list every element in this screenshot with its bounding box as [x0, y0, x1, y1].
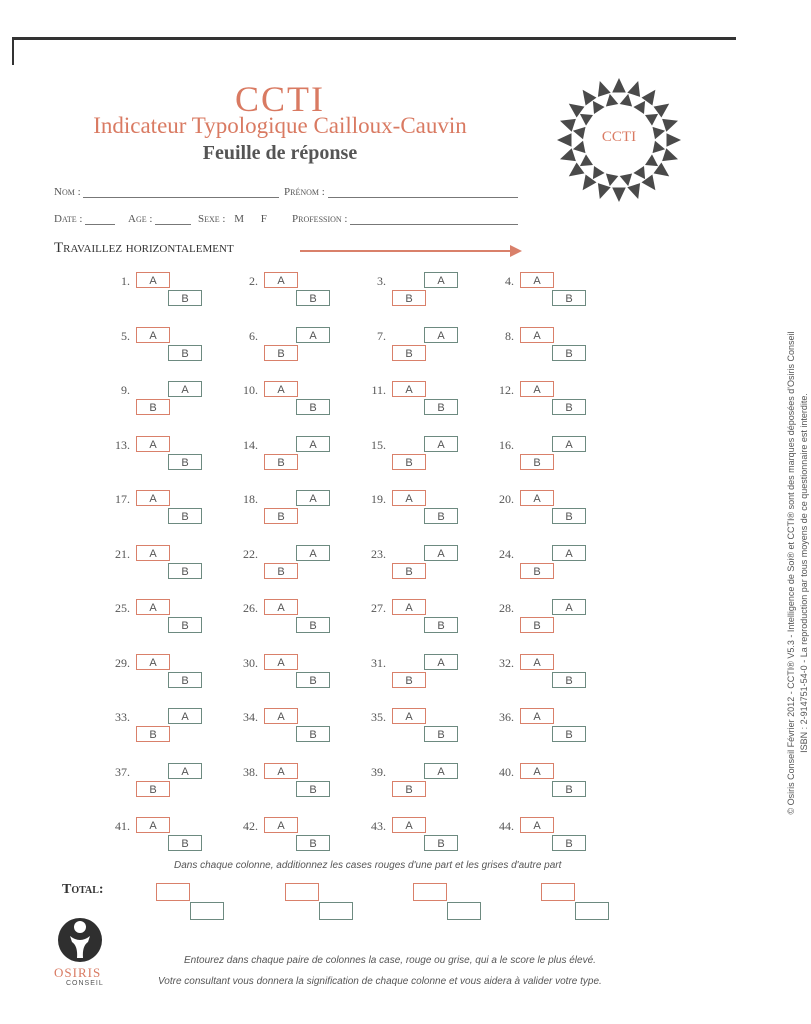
option-b-box[interactable]: B [552, 399, 586, 415]
answer-item [488, 599, 608, 635]
option-b-box[interactable]: B [392, 290, 426, 306]
item-number: 39. [371, 764, 386, 779]
option-a-box[interactable]: A [136, 436, 170, 452]
item-number: 40. [499, 764, 514, 779]
emblem-triangle [598, 81, 611, 97]
option-a-box[interactable]: A [296, 436, 330, 452]
emblem-triangle [620, 94, 632, 107]
item-number: 34. [243, 710, 258, 724]
option-b-box[interactable]: B [552, 726, 586, 742]
option-a-box[interactable]: A [264, 654, 298, 670]
emblem-triangle [662, 148, 678, 161]
answer-item [360, 436, 480, 472]
option-a-box[interactable]: A [424, 654, 458, 670]
answer-item [360, 490, 480, 526]
answer-item [360, 599, 480, 635]
option-a-box[interactable]: A [424, 272, 458, 288]
option-b-box[interactable]: B [264, 454, 298, 470]
option-a-box[interactable]: A [552, 599, 586, 615]
option-b-box[interactable]: B [520, 563, 554, 579]
item-number: 44. [499, 819, 514, 833]
option-a-box[interactable]: A [392, 599, 426, 615]
option-a-box[interactable]: A [136, 490, 170, 506]
item-number: 4. [505, 274, 514, 288]
option-b-box[interactable]: B [424, 508, 458, 524]
option-a-box[interactable]: A [264, 381, 298, 397]
left-border [12, 37, 14, 65]
option-b-box[interactable]: B [552, 290, 586, 306]
item-number: 23. [371, 546, 386, 561]
nom-input-line[interactable] [83, 187, 279, 198]
item-number: 24. [499, 546, 514, 561]
date-label: Date : [54, 213, 83, 225]
item-number: 29. [115, 655, 130, 670]
item-number: 14. [243, 437, 258, 452]
answer-item [232, 381, 352, 417]
item-number: 7. [377, 328, 386, 343]
item-number: 35. [371, 710, 386, 724]
option-b-box[interactable]: B [264, 563, 298, 579]
prenom-label: Prénom : [284, 186, 325, 198]
answer-item [488, 817, 608, 853]
option-a-box[interactable]: A [424, 763, 458, 779]
option-b-box[interactable]: B [296, 290, 330, 306]
answer-item [232, 327, 352, 363]
total-red-box[interactable] [541, 883, 575, 901]
item-number: 16. [499, 437, 514, 452]
answer-item [104, 436, 224, 472]
option-a-box[interactable]: A [424, 545, 458, 561]
item-number: 38. [243, 764, 258, 779]
option-b-box[interactable]: B [552, 781, 586, 797]
option-a-box[interactable]: A [520, 490, 554, 506]
answer-item [488, 763, 608, 799]
option-b-box[interactable]: B [520, 454, 554, 470]
emblem-triangle [606, 174, 618, 187]
copyright-line-2: ISBN : 2-914751-54-0 - La reproduction par tous moyens de ce questionnaire est interdite. [799, 393, 809, 753]
answer-item [488, 490, 608, 526]
prenom-field [284, 186, 518, 198]
answer-item [488, 654, 608, 690]
date-input-line[interactable] [85, 214, 115, 225]
option-b-box[interactable]: B [296, 399, 330, 415]
option-b-box[interactable]: B [168, 345, 202, 361]
item-number: 21. [115, 546, 130, 561]
answer-item [232, 599, 352, 635]
option-a-box[interactable]: A [136, 599, 170, 615]
emblem-triangle [620, 174, 632, 187]
option-a-box[interactable]: A [264, 817, 298, 833]
option-a-box[interactable]: A [520, 327, 554, 343]
item-number: 32. [499, 655, 514, 670]
option-b-box[interactable]: B [552, 508, 586, 524]
profession-label: Profession : [292, 213, 348, 225]
sexe-f-option[interactable]: F [260, 213, 267, 225]
answer-item [104, 763, 224, 799]
final-instruction-1: Entourez dans chaque paire de colonnes la case, rouge ou grise, qui a le score le plus élevé. [184, 955, 596, 966]
item-number: 33. [115, 710, 130, 724]
option-a-box[interactable]: A [136, 817, 170, 833]
sexe-m-option[interactable]: M [234, 213, 245, 225]
answer-item [104, 272, 224, 308]
option-b-box[interactable]: B [552, 672, 586, 688]
option-b-box[interactable]: B [136, 781, 170, 797]
emblem-triangle [612, 188, 626, 203]
answer-item [488, 708, 608, 744]
answer-item [488, 272, 608, 308]
profession-field [292, 213, 518, 225]
option-b-box[interactable]: B [168, 290, 202, 306]
option-a-box[interactable]: A [552, 545, 586, 561]
option-a-box[interactable]: A [168, 763, 202, 779]
answer-item [104, 599, 224, 635]
total-grey-box[interactable] [575, 902, 609, 920]
option-a-box[interactable]: A [264, 763, 298, 779]
option-a-box[interactable]: A [296, 327, 330, 343]
answer-item [104, 381, 224, 417]
answer-item [104, 490, 224, 526]
answer-item [232, 763, 352, 799]
answer-item [104, 327, 224, 363]
column-instruction: Dans chaque colonne, additionnez les cases rouges d'une part et les grises d'autre part [174, 860, 562, 871]
option-a-box[interactable]: A [392, 381, 426, 397]
answer-item [360, 654, 480, 690]
emblem-triangle [612, 78, 626, 93]
emblem-triangle [633, 101, 645, 114]
option-b-box[interactable]: B [296, 835, 330, 851]
item-number: 22. [243, 546, 258, 561]
item-number: 2. [249, 274, 258, 288]
option-a-box[interactable]: A [520, 763, 554, 779]
item-number: 41. [115, 819, 130, 833]
option-a-box[interactable]: A [136, 327, 170, 343]
item-number: 3. [377, 274, 386, 288]
emblem-triangle [606, 94, 618, 107]
option-a-box[interactable]: A [168, 708, 202, 724]
item-number: 36. [499, 710, 514, 724]
option-b-box[interactable]: B [552, 835, 586, 851]
logo-name: OSIRIS [54, 965, 102, 980]
item-number: 37. [115, 764, 130, 779]
option-a-box[interactable]: A [264, 272, 298, 288]
option-a-box[interactable]: A [296, 490, 330, 506]
option-b-box[interactable]: B [392, 563, 426, 579]
answer-item [488, 545, 608, 581]
emblem-triangle [627, 81, 640, 97]
emblem-triangle [580, 154, 593, 166]
option-b-box[interactable]: B [296, 726, 330, 742]
item-number: 8. [505, 328, 514, 343]
item-number: 19. [371, 492, 386, 506]
emblem-triangle [560, 148, 576, 161]
prenom-input-line[interactable] [328, 187, 518, 198]
option-a-box[interactable]: A [136, 654, 170, 670]
item-number: 31. [371, 655, 386, 670]
item-number: 26. [243, 601, 258, 615]
option-b-box[interactable]: B [392, 454, 426, 470]
item-number: 17. [115, 492, 130, 506]
total-red-box[interactable] [156, 883, 190, 901]
answer-item [360, 327, 480, 363]
answer-item [360, 272, 480, 308]
option-b-box[interactable]: B [392, 672, 426, 688]
emblem-triangle [580, 114, 593, 126]
answer-item [232, 708, 352, 744]
item-number: 30. [243, 655, 258, 670]
sexe-label: Sexe : [198, 213, 226, 225]
answer-item [232, 490, 352, 526]
option-a-box[interactable]: A [264, 708, 298, 724]
answer-item [488, 381, 608, 417]
option-b-box[interactable]: B [392, 345, 426, 361]
answer-item [104, 708, 224, 744]
option-b-box[interactable]: B [168, 672, 202, 688]
item-number: 6. [249, 328, 258, 343]
option-b-box[interactable]: B [136, 726, 170, 742]
nom-field [54, 186, 279, 198]
option-a-box[interactable]: A [520, 654, 554, 670]
item-number: 20. [499, 492, 514, 506]
emblem-triangle [593, 166, 605, 179]
answer-item [360, 708, 480, 744]
option-a-box[interactable]: A [296, 545, 330, 561]
ccti-title: CCTI [234, 79, 325, 119]
option-b-box[interactable]: B [424, 399, 458, 415]
item-number: 12. [499, 383, 514, 397]
total-label: Total: [62, 882, 104, 897]
option-a-box[interactable]: A [392, 708, 426, 724]
option-b-box[interactable]: B [264, 345, 298, 361]
answer-item [360, 545, 480, 581]
answer-item [232, 272, 352, 308]
item-number: 9. [121, 383, 130, 397]
answer-item [104, 545, 224, 581]
option-a-box[interactable]: A [136, 272, 170, 288]
answer-item [104, 654, 224, 690]
option-a-box[interactable]: A [520, 272, 554, 288]
answer-item [488, 436, 608, 472]
emblem-triangle [598, 183, 611, 199]
logo-sub: CONSEIL [66, 980, 104, 987]
answer-item [232, 545, 352, 581]
answer-item [232, 817, 352, 853]
answer-item [104, 817, 224, 853]
answer-item [360, 817, 480, 853]
emblem-triangle [645, 114, 658, 126]
option-b-box[interactable]: B [168, 508, 202, 524]
ccti-subtitle: Indicateur Typologique Cailloux-Cauvin [93, 113, 467, 138]
answer-item [232, 436, 352, 472]
item-number: 10. [243, 383, 258, 397]
option-b-box[interactable]: B [424, 617, 458, 633]
emblem-triangle [627, 183, 640, 199]
top-border [12, 37, 736, 40]
total-grey-box[interactable] [190, 902, 224, 920]
option-a-box[interactable]: A [424, 436, 458, 452]
item-number: 11. [371, 383, 386, 397]
emblem-triangle [645, 154, 658, 166]
item-number: 13. [115, 437, 130, 452]
age-label: Age : [128, 213, 153, 225]
age-field [128, 213, 191, 225]
item-number: 18. [243, 492, 258, 506]
item-number: 5. [121, 328, 130, 343]
answer-item [360, 763, 480, 799]
nom-label: Nom : [54, 186, 81, 198]
item-number: 42. [243, 819, 258, 833]
option-b-box[interactable]: B [296, 617, 330, 633]
final-instruction-2: Votre consultant vous donnera la signification de chaque colonne et vous aidera à valider votre type. [158, 976, 602, 987]
item-number: 43. [371, 819, 386, 833]
option-b-box[interactable]: B [520, 617, 554, 633]
age-input-line[interactable] [155, 214, 191, 225]
item-number: 1. [121, 274, 130, 288]
item-number: 25. [115, 601, 130, 615]
total-grey-box[interactable] [447, 902, 481, 920]
option-a-box[interactable]: A [424, 327, 458, 343]
option-b-box[interactable]: B [296, 672, 330, 688]
option-b-box[interactable]: B [168, 454, 202, 470]
option-b-box[interactable]: B [168, 835, 202, 851]
copyright-notice [785, 323, 811, 823]
sheet-title: Feuille de réponse [202, 142, 358, 164]
sexe-field [198, 213, 267, 225]
option-a-box[interactable]: A [168, 381, 202, 397]
work-instruction: Travaillez horizontalement [54, 240, 234, 256]
answer-item [232, 654, 352, 690]
profession-input-line[interactable] [350, 214, 518, 225]
option-b-box[interactable]: B [424, 835, 458, 851]
total-grey-box[interactable] [319, 902, 353, 920]
date-field [54, 213, 115, 225]
option-b-box[interactable]: B [136, 399, 170, 415]
option-a-box[interactable]: A [552, 436, 586, 452]
option-a-box[interactable]: A [520, 708, 554, 724]
option-a-box[interactable]: A [264, 599, 298, 615]
item-number: 27. [371, 601, 386, 615]
emblem-triangle [593, 101, 605, 114]
option-a-box[interactable]: A [392, 817, 426, 833]
option-b-box[interactable]: B [168, 617, 202, 633]
answer-item [360, 381, 480, 417]
option-b-box[interactable]: B [168, 563, 202, 579]
option-b-box[interactable]: B [392, 781, 426, 797]
option-a-box[interactable]: A [392, 490, 426, 506]
arrow-right-icon [300, 244, 522, 258]
option-a-box[interactable]: A [520, 817, 554, 833]
option-a-box[interactable]: A [520, 381, 554, 397]
item-number: 15. [371, 437, 386, 452]
option-b-box[interactable]: B [296, 781, 330, 797]
answer-item [488, 327, 608, 363]
osiris-logo-icon [52, 914, 108, 964]
option-b-box[interactable]: B [264, 508, 298, 524]
emblem-triangle [633, 166, 645, 179]
emblem-label: CCTI [601, 129, 637, 145]
total-red-box[interactable] [285, 883, 319, 901]
option-a-box[interactable]: A [136, 545, 170, 561]
item-number: 28. [499, 601, 514, 615]
option-b-box[interactable]: B [552, 345, 586, 361]
total-red-box[interactable] [413, 883, 447, 901]
copyright-line-1: © Osiris Conseil Février 2012 - CCTI® V5.3 - Intelligence de Soi® et CCTI® sont des marques déposées d'Osiris Conseil [786, 331, 796, 815]
option-b-box[interactable]: B [424, 726, 458, 742]
